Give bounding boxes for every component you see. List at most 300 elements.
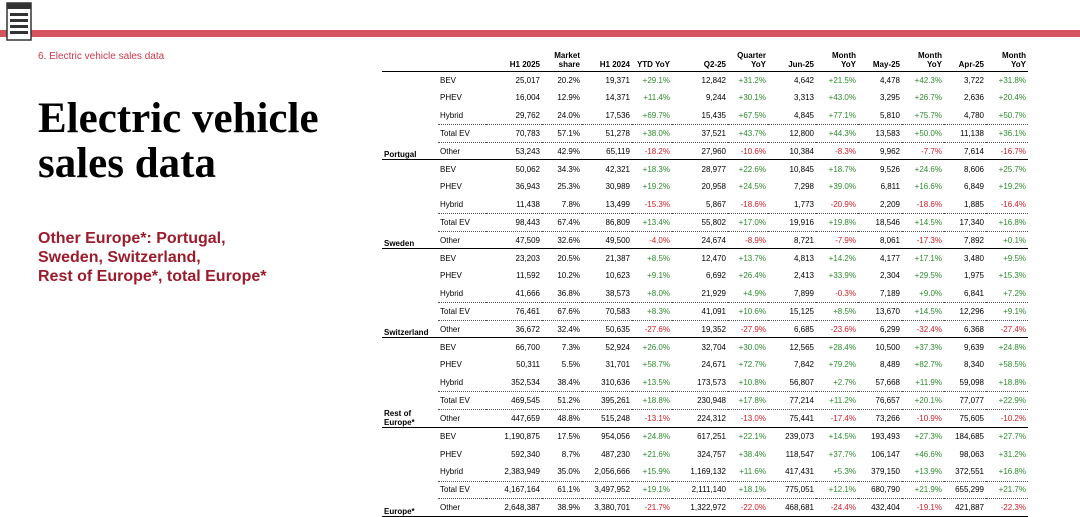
- table-cell: +75.7%: [914, 110, 942, 120]
- row-type-label: Total EV: [438, 302, 486, 320]
- table-cell: -27.4%: [986, 320, 1028, 338]
- table-cell: +15.3%: [998, 271, 1026, 281]
- column-header: Month YoY: [902, 47, 944, 71]
- table-cell: +26.0%: [642, 342, 670, 352]
- column-header: Q2-25: [672, 47, 728, 71]
- table-cell: 10.2%: [557, 271, 580, 281]
- table-cell: 8,721: [768, 231, 816, 249]
- table-row: [382, 320, 1028, 338]
- page-subtitle: [38, 229, 378, 286]
- table-cell: +4.9%: [743, 288, 766, 298]
- table-cell: 10,623: [605, 271, 630, 281]
- table-cell: +16.6%: [914, 182, 942, 192]
- table-cell: +72.7%: [738, 360, 766, 370]
- table-cell: 2,636: [963, 93, 984, 103]
- table-cell: 775,051: [768, 481, 816, 499]
- table-cell: 680,790: [858, 481, 902, 499]
- table-cell: +11.6%: [739, 467, 766, 477]
- table-cell: -13.0%: [728, 409, 768, 428]
- table-cell: 25.3%: [557, 182, 580, 192]
- subtitle-line: Sweden, Switzerland,: [38, 249, 201, 266]
- table-cell: +58.7%: [642, 360, 670, 370]
- table-cell: +8.5%: [647, 253, 670, 263]
- table-cell: +26.4%: [738, 271, 766, 281]
- table-cell: 12,296: [944, 302, 986, 320]
- table-cell: +39.0%: [828, 182, 856, 192]
- table-cell: +24.8%: [998, 342, 1026, 352]
- table-cell: +37.7%: [828, 449, 856, 459]
- table-cell: 34.3%: [557, 164, 580, 174]
- table-row: [382, 196, 1028, 214]
- region-label: [382, 142, 438, 160]
- table-cell: +14.5%: [828, 432, 856, 442]
- table-cell: 23,203: [515, 253, 540, 263]
- table-row: [382, 285, 1028, 303]
- table-cell: -17.3%: [902, 231, 944, 249]
- table-cell: 52,924: [605, 342, 630, 352]
- table-cell: 9,526: [879, 164, 900, 174]
- region-cell: [382, 391, 438, 409]
- table-cell: 10,845: [789, 164, 814, 174]
- row-type-label: BEV: [440, 164, 457, 174]
- region-cell: [382, 267, 438, 285]
- row-type-label: BEV: [440, 75, 457, 85]
- subtitle-line: Other Europe*: Portugal,: [38, 230, 226, 247]
- table-cell: +18.8%: [632, 391, 672, 409]
- table-cell: 98,443: [486, 213, 542, 231]
- table-cell: -8.9%: [728, 231, 768, 249]
- table-cell: 19,371: [605, 75, 630, 85]
- table-cell: +29.1%: [642, 75, 670, 85]
- table-cell: -7.9%: [816, 231, 858, 249]
- region-label-line: Rest of: [384, 409, 412, 419]
- table-cell: -22.0%: [728, 499, 768, 517]
- table-cell: 47,509: [486, 231, 542, 249]
- table-cell: 17.5%: [557, 432, 580, 442]
- column-header: May-25: [858, 47, 902, 71]
- table-cell: 1,322,972: [672, 499, 728, 517]
- row-type-label: Hybrid: [440, 199, 464, 209]
- table-cell: 2,304: [879, 271, 900, 281]
- table-cell: +31.2%: [738, 75, 766, 85]
- table-cell: 50,062: [515, 164, 540, 174]
- region-label-line: Europe*: [384, 507, 415, 517]
- table-header-row: [382, 47, 1028, 71]
- table-cell: +10.8%: [738, 377, 766, 387]
- table-cell: +20.4%: [998, 93, 1026, 103]
- table-cell: 1,190,875: [504, 432, 540, 442]
- table-cell: 4,780: [963, 110, 984, 120]
- table-cell: +11.4%: [643, 93, 670, 103]
- table-cell: -7.7%: [902, 142, 944, 160]
- column-header: H1 2024: [582, 47, 632, 71]
- table-cell: +46.6%: [914, 449, 942, 459]
- table-cell: +19.2%: [998, 182, 1026, 192]
- region-cell: [382, 213, 438, 231]
- table-cell: 11,138: [944, 124, 986, 142]
- table-cell: +43.7%: [728, 124, 768, 142]
- table-cell: +14.5%: [902, 213, 944, 231]
- table-cell: 25,017: [515, 75, 540, 85]
- table-cell: -17.4%: [816, 409, 858, 428]
- column-header: Quarter YoY: [728, 47, 768, 71]
- table-cell: +22.6%: [738, 164, 766, 174]
- table-cell: 1,169,132: [690, 467, 726, 477]
- table-cell: 70,583: [582, 302, 632, 320]
- table-cell: 21,387: [605, 253, 630, 263]
- table-cell: 6,685: [768, 320, 816, 338]
- region-label: [382, 409, 438, 428]
- row-type-label: Total EV: [438, 213, 486, 231]
- table-cell: +24.5%: [738, 182, 766, 192]
- column-header: YTD YoY: [632, 47, 672, 71]
- region-cell: [382, 463, 438, 481]
- row-type-label: Hybrid: [440, 467, 464, 477]
- table-cell: +19.2%: [642, 182, 670, 192]
- table-cell: 352,534: [511, 377, 540, 387]
- column-header: Month YoY: [816, 47, 858, 71]
- region-label-line: Switzerland: [384, 328, 429, 338]
- row-type-label: Other: [438, 142, 486, 160]
- row-type-label: PHEV: [440, 182, 462, 192]
- table-cell: 7,614: [944, 142, 986, 160]
- table-cell: 3,380,701: [582, 499, 632, 517]
- table-cell: 2,648,387: [486, 499, 542, 517]
- table-cell: +38.0%: [632, 124, 672, 142]
- table-row: [382, 89, 1028, 107]
- table-cell: 41,091: [672, 302, 728, 320]
- table-cell: 6,692: [705, 271, 726, 281]
- table-cell: +19.8%: [816, 213, 858, 231]
- table-cell: 8,489: [879, 360, 900, 370]
- table-cell: +22.9%: [986, 391, 1028, 409]
- table-cell: 41,666: [515, 288, 540, 298]
- table-cell: +10.6%: [728, 302, 768, 320]
- table-cell: +15.9%: [642, 467, 670, 477]
- region-cell: [382, 124, 438, 142]
- table-cell: 16,004: [515, 93, 540, 103]
- table-cell: +24.6%: [914, 164, 942, 174]
- table-cell: +38.4%: [738, 449, 766, 459]
- column-header: H1 2025: [486, 47, 542, 71]
- table-cell: +44.3%: [816, 124, 858, 142]
- table-cell: 42,321: [605, 164, 630, 174]
- table-cell: +13.9%: [914, 467, 942, 477]
- table-cell: 42.9%: [542, 142, 582, 160]
- table-cell: +9.0%: [919, 288, 942, 298]
- table-cell: 7.8%: [561, 199, 580, 209]
- table-cell: 9,962: [858, 142, 902, 160]
- table-row: [382, 302, 1028, 320]
- table-cell: +11.9%: [915, 377, 942, 387]
- table-cell: 8.7%: [561, 449, 580, 459]
- table-cell: 11,592: [516, 271, 540, 281]
- region-cell: [382, 196, 438, 214]
- table-cell: 2,413: [793, 271, 814, 281]
- table-row: [382, 499, 1028, 517]
- table-cell: 17,536: [605, 110, 630, 120]
- table-cell: 5.5%: [561, 360, 580, 370]
- table-cell: 3,722: [963, 75, 984, 85]
- table-cell: +17.8%: [728, 391, 768, 409]
- table-cell: +30.1%: [738, 93, 766, 103]
- table-cell: +24.8%: [642, 432, 670, 442]
- table-cell: 55,802: [672, 213, 728, 231]
- table-cell: +19.1%: [632, 481, 672, 499]
- table-cell: 4,167,164: [486, 481, 542, 499]
- table-cell: 20.2%: [557, 75, 580, 85]
- table-cell: 324,757: [697, 449, 726, 459]
- table-cell: +28.4%: [828, 342, 856, 352]
- table-cell: 8,061: [858, 231, 902, 249]
- table-cell: 77,214: [768, 391, 816, 409]
- table-cell: 3,295: [879, 93, 900, 103]
- table-cell: 57,668: [875, 377, 900, 387]
- table-cell: -8.3%: [816, 142, 858, 160]
- region-cell: [382, 178, 438, 196]
- table-cell: +16.8%: [986, 213, 1028, 231]
- table-row: [382, 124, 1028, 142]
- table-cell: 75,441: [768, 409, 816, 428]
- table-cell: 28,977: [701, 164, 726, 174]
- region-label-line: Europe*: [384, 418, 415, 428]
- region-cell: [382, 481, 438, 499]
- table-cell: 468,681: [768, 499, 816, 517]
- table-cell: 14,371: [605, 93, 630, 103]
- column-header: Month YoY: [986, 47, 1028, 71]
- table-cell: 6,368: [944, 320, 986, 338]
- table-cell: -18.2%: [632, 142, 672, 160]
- region-label-line: Sweden: [384, 239, 415, 249]
- table-cell: +77.1%: [828, 110, 856, 120]
- table-cell: 4,845: [793, 110, 814, 120]
- table-cell: +12.1%: [816, 481, 858, 499]
- region-cell: [382, 338, 438, 356]
- table-cell: -16.4%: [1000, 199, 1026, 209]
- region-cell: [382, 249, 438, 267]
- title-line: Electric vehicle: [38, 95, 319, 142]
- table-cell: 515,248: [582, 409, 632, 428]
- table-row: [382, 160, 1028, 178]
- table-cell: 592,340: [511, 449, 540, 459]
- table-cell: +27.7%: [998, 432, 1026, 442]
- table-cell: +27.3%: [914, 432, 942, 442]
- table-cell: 17,340: [944, 213, 986, 231]
- table-cell: +36.1%: [986, 124, 1028, 142]
- table-row: [382, 71, 1028, 89]
- table-cell: 53,243: [486, 142, 542, 160]
- table-cell: +50.7%: [998, 110, 1026, 120]
- table-cell: -21.7%: [632, 499, 672, 517]
- table-cell: 70,783: [486, 124, 542, 142]
- page-title: [38, 96, 398, 186]
- table-cell: 19,916: [768, 213, 816, 231]
- table-cell: -32.4%: [902, 320, 944, 338]
- table-cell: 19,352: [672, 320, 728, 338]
- region-cell: [382, 374, 438, 392]
- table-cell: 21,929: [701, 288, 726, 298]
- table-cell: 38,573: [605, 288, 630, 298]
- table-cell: 310,636: [601, 377, 630, 387]
- table-cell: +7.2%: [1003, 288, 1026, 298]
- title-line: sales data: [38, 140, 216, 187]
- region-cell: [382, 285, 438, 303]
- column-header: Jun-25: [768, 47, 816, 71]
- table-cell: 1,885: [963, 199, 984, 209]
- table-cell: +5.3%: [833, 467, 856, 477]
- table-cell: 51,278: [582, 124, 632, 142]
- table-cell: +31.2%: [998, 449, 1026, 459]
- row-type-label: Hybrid: [440, 377, 464, 387]
- table-cell: 50,635: [582, 320, 632, 338]
- table-cell: 617,251: [697, 432, 726, 442]
- table-cell: +18.1%: [728, 481, 768, 499]
- table-cell: 379,150: [871, 467, 900, 477]
- table-cell: 12,565: [789, 342, 814, 352]
- table-cell: 38.4%: [557, 377, 580, 387]
- table-cell: 6,841: [963, 288, 984, 298]
- table-cell: 432,404: [858, 499, 902, 517]
- table-cell: 61.1%: [542, 481, 582, 499]
- table-cell: -4.0%: [632, 231, 672, 249]
- table-cell: 9,244: [705, 93, 726, 103]
- table-cell: 230,948: [672, 391, 728, 409]
- table-cell: 32.4%: [542, 320, 582, 338]
- table-cell: 2,383,949: [504, 467, 540, 477]
- table-row: [382, 463, 1028, 481]
- table-cell: -22.3%: [986, 499, 1028, 517]
- table-cell: +26.7%: [914, 93, 942, 103]
- table-cell: 9,639: [963, 342, 984, 352]
- table-cell: 7,298: [793, 182, 814, 192]
- table-cell: 4,478: [879, 75, 900, 85]
- table-cell: 20.5%: [557, 253, 580, 263]
- table-cell: 1,975: [963, 271, 984, 281]
- table-row: [382, 267, 1028, 285]
- table-cell: +14.2%: [828, 253, 856, 263]
- table-cell: 3,313: [793, 93, 814, 103]
- row-type-label: Total EV: [438, 391, 486, 409]
- table-cell: 7,899: [793, 288, 814, 298]
- table-cell: 13,670: [858, 302, 902, 320]
- table-cell: 24.0%: [557, 110, 580, 120]
- row-type-label: Total EV: [438, 124, 486, 142]
- table-cell: 5,810: [879, 110, 900, 120]
- row-type-label: PHEV: [440, 271, 462, 281]
- table-cell: 239,073: [785, 432, 814, 442]
- table-cell: 24,671: [701, 360, 726, 370]
- table-cell: +17.1%: [914, 253, 942, 263]
- table-cell: 395,261: [582, 391, 632, 409]
- table-row: [382, 178, 1028, 196]
- table-cell: -13.1%: [632, 409, 672, 428]
- table-cell: +11.2%: [816, 391, 858, 409]
- table-cell: -10.2%: [986, 409, 1028, 428]
- table-cell: +2.7%: [833, 377, 856, 387]
- table-cell: 20,958: [701, 182, 726, 192]
- row-type-label: BEV: [440, 432, 457, 442]
- table-cell: -18.6%: [740, 199, 766, 209]
- table-cell: 8,340: [963, 360, 984, 370]
- table-cell: 447,659: [486, 409, 542, 428]
- table-cell: +33.9%: [828, 271, 856, 281]
- row-type-label: PHEV: [440, 360, 462, 370]
- table-cell: 31,701: [605, 360, 630, 370]
- table-cell: +8.5%: [816, 302, 858, 320]
- row-type-label: Total EV: [438, 481, 486, 499]
- table-cell: 27,960: [672, 142, 728, 160]
- table-cell: 4,642: [793, 75, 814, 85]
- region-label: [382, 499, 438, 517]
- table-cell: -23.6%: [816, 320, 858, 338]
- table-cell: 6,811: [880, 182, 900, 192]
- table-cell: +21.9%: [902, 481, 944, 499]
- table-row: [382, 249, 1028, 267]
- table-cell: +25.7%: [998, 164, 1026, 174]
- table-cell: +9.5%: [1003, 253, 1026, 263]
- table-cell: +21.6%: [642, 449, 670, 459]
- table-cell: 37,521: [672, 124, 728, 142]
- table-cell: -15.3%: [644, 199, 670, 209]
- table-row: [382, 409, 1028, 428]
- table-cell: 76,461: [486, 302, 542, 320]
- table-cell: +79.2%: [828, 360, 856, 370]
- table-cell: 12,800: [768, 124, 816, 142]
- table-cell: +18.3%: [642, 164, 670, 174]
- table-cell: 13,499: [605, 199, 630, 209]
- table-cell: +0.1%: [986, 231, 1028, 249]
- region-cell: [382, 107, 438, 125]
- table-cell: -18.6%: [916, 199, 942, 209]
- table-cell: +50.0%: [902, 124, 944, 142]
- table-cell: 38.9%: [542, 499, 582, 517]
- table-cell: -0.3%: [835, 288, 856, 298]
- table-cell: 75,605: [944, 409, 986, 428]
- column-header: Apr-25: [944, 47, 986, 71]
- table-cell: 50,311: [516, 360, 540, 370]
- table-cell: +58.5%: [998, 360, 1026, 370]
- section-label: 6. Electric vehicle sales data: [38, 51, 165, 62]
- header-region: [382, 47, 438, 71]
- table-cell: 487,230: [601, 449, 630, 459]
- region-cell: [382, 160, 438, 178]
- row-type-label: BEV: [440, 342, 457, 352]
- table-cell: -19.1%: [902, 499, 944, 517]
- table-cell: 421,887: [944, 499, 986, 517]
- table-cell: 2,111,140: [672, 481, 728, 499]
- table-cell: 469,545: [486, 391, 542, 409]
- table-cell: 5,867: [705, 199, 726, 209]
- region-cell: [382, 356, 438, 374]
- table-cell: 372,551: [955, 467, 984, 477]
- table-cell: 15,125: [768, 302, 816, 320]
- table-cell: 11,438: [516, 199, 540, 209]
- column-header: Market share: [542, 47, 582, 71]
- row-type-label: Other: [438, 231, 486, 249]
- table-cell: 224,312: [672, 409, 728, 428]
- table-cell: -10.6%: [728, 142, 768, 160]
- table-cell: 98,063: [959, 449, 984, 459]
- table-cell: +9.1%: [986, 302, 1028, 320]
- table-cell: 13,583: [858, 124, 902, 142]
- table-cell: 18,546: [858, 213, 902, 231]
- table-cell: 49,500: [582, 231, 632, 249]
- table-cell: +13.4%: [632, 213, 672, 231]
- table-cell: +29.5%: [914, 271, 942, 281]
- table-cell: 6,299: [858, 320, 902, 338]
- table-cell: +21.5%: [828, 75, 856, 85]
- table-cell: -27.9%: [728, 320, 768, 338]
